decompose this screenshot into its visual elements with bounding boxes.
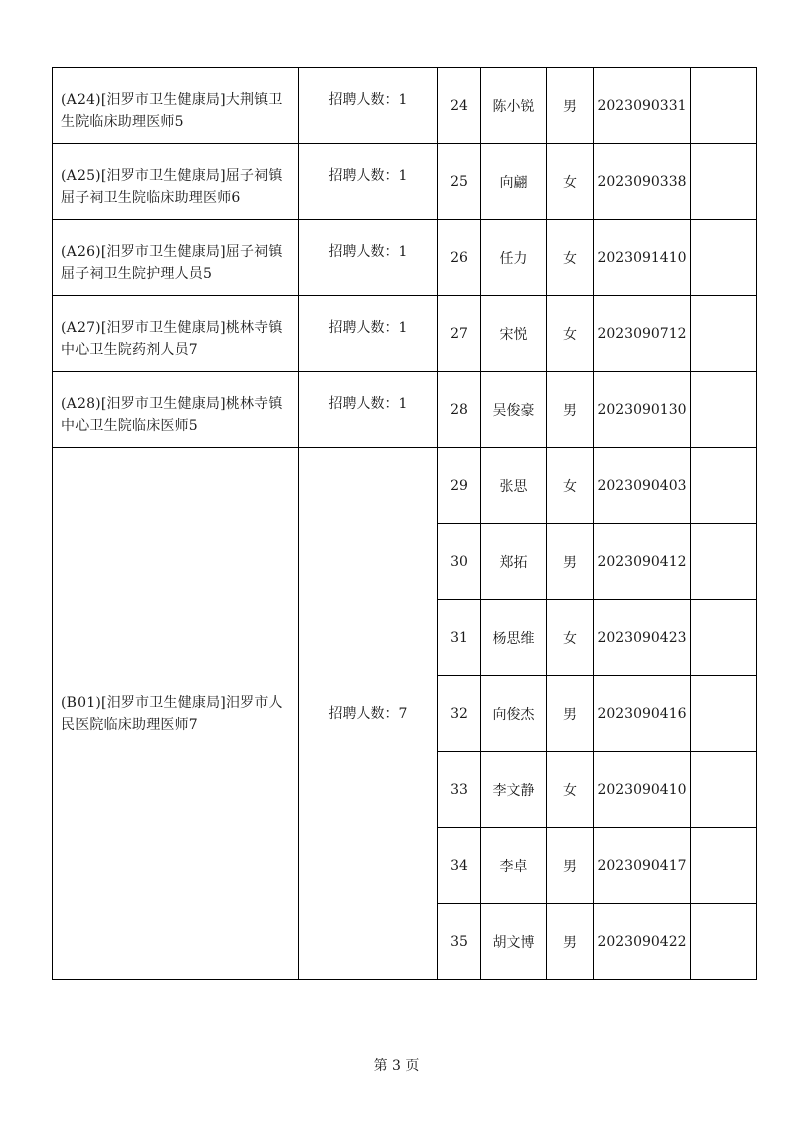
candidate-name-cell: 张思 [481,448,547,524]
exam-id-cell: 2023090331 [594,68,691,144]
gender-cell: 男 [547,372,594,448]
table-row [53,296,757,372]
gender-cell: 女 [547,296,594,372]
serial-number-cell: 32 [438,676,481,752]
serial-number-cell: 28 [438,372,481,448]
table-row [53,220,757,296]
quota-cell: 招聘人数：1 [299,68,438,144]
candidate-name-cell: 李文静 [481,752,547,828]
exam-id-cell: 2023090416 [594,676,691,752]
exam-id-cell: 2023090417 [594,828,691,904]
position-cell: (A25)[汨罗市卫生健康局]屈子祠镇屈子祠卫生院临床助理医师6 [53,144,299,220]
serial-number-cell: 35 [438,904,481,980]
exam-id-cell: 2023090130 [594,372,691,448]
remark-cell [691,144,757,220]
gender-cell: 男 [547,904,594,980]
serial-number-cell: 24 [438,68,481,144]
remark-cell [691,828,757,904]
table-row [53,372,757,448]
serial-number-cell: 26 [438,220,481,296]
gender-cell: 男 [547,828,594,904]
gender-cell: 男 [547,68,594,144]
exam-id-cell: 2023090423 [594,600,691,676]
table-row [53,144,757,220]
position-cell: (A26)[汨罗市卫生健康局]屈子祠镇屈子祠卫生院护理人员5 [53,220,299,296]
serial-number-cell: 34 [438,828,481,904]
remark-cell [691,524,757,600]
table-row [53,448,757,524]
candidate-name-cell: 任力 [481,220,547,296]
remark-cell [691,220,757,296]
serial-number-cell: 31 [438,600,481,676]
quota-cell: 招聘人数：1 [299,144,438,220]
remark-cell [691,448,757,524]
position-cell: (A24)[汨罗市卫生健康局]大荆镇卫生院临床助理医师5 [53,68,299,144]
gender-cell: 女 [547,144,594,220]
exam-id-cell: 2023090412 [594,524,691,600]
candidate-name-cell: 郑拓 [481,524,547,600]
candidate-name-cell: 胡文博 [481,904,547,980]
exam-id-cell: 2023090338 [594,144,691,220]
candidate-name-cell: 向翩 [481,144,547,220]
exam-id-cell: 2023090422 [594,904,691,980]
candidate-table-body [53,68,757,980]
remark-cell [691,600,757,676]
candidate-table [52,67,757,980]
gender-cell: 女 [547,448,594,524]
exam-id-cell: 2023090410 [594,752,691,828]
gender-cell: 男 [547,676,594,752]
quota-cell: 招聘人数：7 [299,448,438,980]
candidate-name-cell: 向俊杰 [481,676,547,752]
candidate-name-cell: 宋悦 [481,296,547,372]
remark-cell [691,676,757,752]
serial-number-cell: 25 [438,144,481,220]
candidate-name-cell: 吴俊豪 [481,372,547,448]
gender-cell: 男 [547,524,594,600]
candidate-name-cell: 陈小锐 [481,68,547,144]
quota-cell: 招聘人数：1 [299,372,438,448]
gender-cell: 女 [547,600,594,676]
serial-number-cell: 30 [438,524,481,600]
serial-number-cell: 29 [438,448,481,524]
gender-cell: 女 [547,752,594,828]
page-number: 第 3 页 [373,1058,420,1074]
table-row [53,68,757,144]
remark-cell [691,68,757,144]
remark-cell [691,296,757,372]
exam-id-cell: 2023090403 [594,448,691,524]
serial-number-cell: 33 [438,752,481,828]
position-cell: (B01)[汨罗市卫生健康局]汨罗市人民医院临床助理医师7 [53,448,299,980]
remark-cell [691,904,757,980]
quota-cell: 招聘人数：1 [299,220,438,296]
candidate-name-cell: 李卓 [481,828,547,904]
remark-cell [691,752,757,828]
exam-id-cell: 2023090712 [594,296,691,372]
quota-cell: 招聘人数：1 [299,296,438,372]
position-cell: (A27)[汨罗市卫生健康局]桃林寺镇中心卫生院药剂人员7 [53,296,299,372]
serial-number-cell: 27 [438,296,481,372]
remark-cell [691,372,757,448]
position-cell: (A28)[汨罗市卫生健康局]桃林寺镇中心卫生院临床医师5 [53,372,299,448]
exam-id-cell: 2023091410 [594,220,691,296]
candidate-name-cell: 杨思维 [481,600,547,676]
gender-cell: 女 [547,220,594,296]
